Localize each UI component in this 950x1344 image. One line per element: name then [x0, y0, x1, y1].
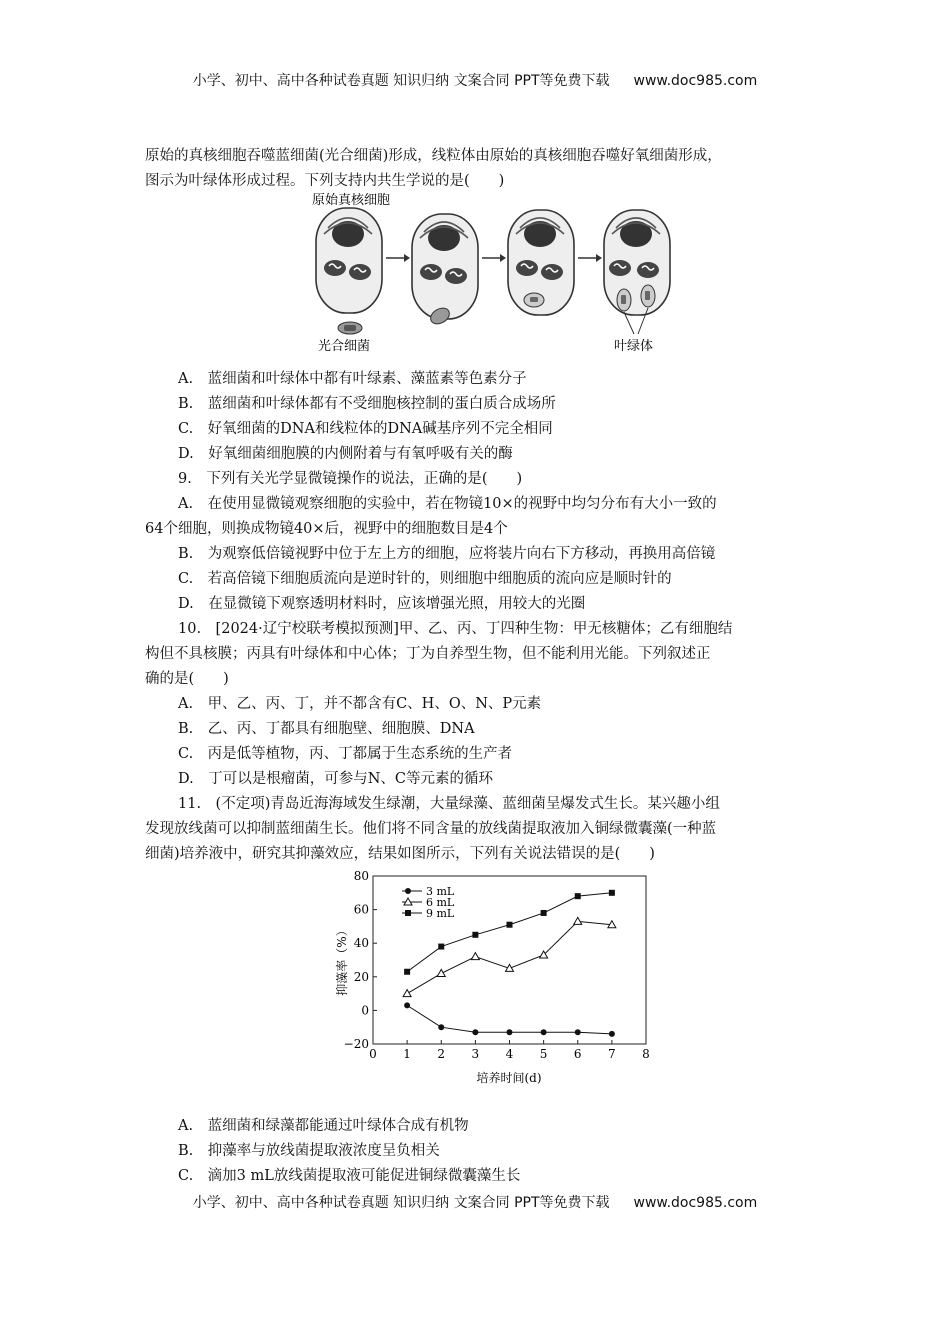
- data-point-0-1: [438, 1024, 444, 1030]
- data-point-2-3: [507, 922, 513, 928]
- legend-label: 6 mL: [426, 896, 455, 909]
- label-photosynthetic-bacteria: 光合细菌: [318, 339, 371, 354]
- cell-stage-1: [316, 208, 382, 334]
- x-tick-label: 0: [369, 1047, 377, 1061]
- legend-label: 3 mL: [426, 885, 455, 898]
- label-primitive-eukaryote: 原始真核细胞: [312, 193, 391, 208]
- x-axis-label: 培养时间(d): [476, 1071, 542, 1085]
- data-point-1-1: [437, 969, 445, 976]
- label-chloroplast: 叶绿体: [614, 339, 654, 354]
- x-tick-label: 6: [573, 1047, 582, 1061]
- data-point-2-5: [575, 893, 581, 899]
- footer-site[interactable]: www.doc985.com: [633, 1195, 758, 1211]
- page-footer: [0, 1192, 950, 1212]
- data-point-0-5: [575, 1029, 581, 1035]
- q9-option-a-cont: 64个细胞，则换成物镜40×后，视野中的细胞数目是4个: [145, 521, 508, 537]
- q11-option-c: C. 滴加3 mL放线菌提取液可能促进铜绿微囊藻生长: [178, 1168, 521, 1184]
- data-point-2-2: [472, 932, 478, 938]
- q10-option-c: C. 丙是低等植物，丙、丁都属于生态系统的生产者: [178, 746, 513, 762]
- q9-option-a: A. 在使用显微镜观察细胞的实验中，若在物镜10×的视野中均匀分布有大小一致的: [178, 496, 717, 512]
- header-site[interactable]: www.doc985.com: [633, 73, 758, 89]
- q8-option-c: C. 好氧细菌的DNA和线粒体的DNA碱基序列不完全相同: [178, 421, 553, 437]
- x-tick-label: 2: [437, 1047, 446, 1061]
- q9-option-c: C. 若高倍镜下细胞质流向是逆时针的，则细胞中细胞质的流向应是顺时针的: [178, 571, 672, 587]
- cell-stage-2: [412, 214, 478, 327]
- q10-stem-line3: 确的是( ): [145, 671, 229, 687]
- data-point-0-2: [472, 1029, 478, 1035]
- series-line-1: [407, 921, 612, 993]
- x-tick-label: 3: [471, 1047, 480, 1061]
- page-header: [0, 70, 950, 90]
- q11-option-a: A. 蓝细菌和绿藻都能通过叶绿体合成有机物: [178, 1118, 469, 1134]
- plot-frame: [373, 876, 646, 1044]
- legend-marker: [405, 888, 411, 894]
- data-point-2-6: [609, 890, 615, 896]
- data-point-2-1: [438, 944, 444, 950]
- cell-stage-3: [508, 210, 574, 315]
- y-tick-label: −20: [343, 1037, 369, 1051]
- x-tick-label: 1: [403, 1047, 411, 1061]
- q8-option-d: D. 好氧细菌细胞膜的内侧附着与有氧呼吸有关的酶: [178, 446, 513, 462]
- legend-marker: [405, 910, 411, 916]
- y-axis-label: 抑藻率（%）: [335, 924, 349, 996]
- q10-option-a: A. 甲、乙、丙、丁，并不都含有C、H、O、N、P元素: [178, 696, 542, 712]
- q9-option-b: B. 为观察低倍镜视野中位于左上方的细胞，应将装片向右下方移动，再换用高倍镜: [178, 546, 716, 562]
- q10-stem-line1: 10. [2024·辽宁校联考模拟预测]甲、乙、丙、丁四种生物：甲无核糖体；乙有细胞结: [178, 621, 733, 637]
- data-point-1-0: [403, 990, 411, 997]
- y-tick-label: 40: [353, 936, 369, 951]
- data-point-1-2: [471, 953, 479, 960]
- legend-label: 9 mL: [426, 907, 455, 920]
- q8-stem-line2: 图示为叶绿体形成过程。下列支持内共生学说的是( ): [145, 173, 505, 189]
- data-point-0-4: [541, 1029, 547, 1035]
- data-point-0-0: [404, 1002, 410, 1008]
- x-tick-label: 7: [608, 1047, 616, 1061]
- x-tick-label: 8: [642, 1047, 650, 1061]
- q10-stem-line2: 构但不具核膜；丙具有叶绿体和中心体；丁为自养型生物，但不能利用光能。下列叙述正: [145, 646, 711, 662]
- data-point-1-5: [574, 917, 582, 924]
- data-point-0-3: [507, 1029, 513, 1035]
- q8-option-b: B. 蓝细菌和叶绿体都有不受细胞核控制的蛋白质合成场所: [178, 396, 556, 412]
- y-tick-label: 80: [353, 869, 369, 883]
- footer-text: 小学、初中、高中各种试卷真题 知识归纳 文案合同 PPT等免费下载: [192, 1195, 610, 1211]
- data-point-2-4: [541, 910, 547, 916]
- y-tick-label: 0: [361, 1003, 369, 1018]
- data-point-2-0: [404, 969, 410, 975]
- q9-option-d: D. 在显微镜下观察透明材料时，应该增强光照，用较大的光圈: [178, 596, 586, 612]
- q8-option-a: A. 蓝细菌和叶绿体中都有叶绿素、藻蓝素等色素分子: [178, 371, 527, 387]
- q11-stem-line1: 11. (不定项)青岛近海海域发生绿潮，大量绿藻、蓝细菌呈爆发式生长。某兴趣小组: [178, 796, 720, 812]
- data-point-0-6: [609, 1031, 615, 1037]
- q11-stem-line3: 细菌)培养液中，研究其抑藻效应，结果如图所示，下列有关说法错误的是( ): [145, 846, 655, 862]
- q11-option-b: B. 抑藻率与放线菌提取液浓度呈负相关: [178, 1143, 440, 1159]
- x-tick-label: 5: [539, 1047, 548, 1061]
- q9-stem: 9. 下列有关光学显微镜操作的说法，正确的是( ): [178, 471, 523, 487]
- algae-inhibition-chart: [330, 868, 660, 1090]
- y-tick-label: 60: [353, 902, 369, 917]
- chloroplast-formation-figure: [300, 188, 680, 358]
- q11-stem-line2: 发现放线菌可以抑制蓝细菌生长。他们将不同含量的放线菌提取液加入铜绿微囊藻(一种蓝: [145, 821, 717, 837]
- q8-stem-line1: 原始的真核细胞吞噬蓝细菌(光合细菌)形成，线粒体由原始的真核细胞吞噬好氧细菌形成，: [145, 148, 722, 164]
- q10-option-d: D. 丁可以是根瘤菌，可参与N、C等元素的循环: [178, 771, 493, 787]
- cell-stage-4: [604, 210, 670, 315]
- x-tick-label: 4: [505, 1047, 514, 1061]
- q10-option-b: B. 乙、丙、丁都具有细胞壁、细胞膜、DNA: [178, 721, 475, 737]
- header-text: 小学、初中、高中各种试卷真题 知识归纳 文案合同 PPT等免费下载: [192, 73, 610, 89]
- y-tick-label: 20: [353, 969, 369, 984]
